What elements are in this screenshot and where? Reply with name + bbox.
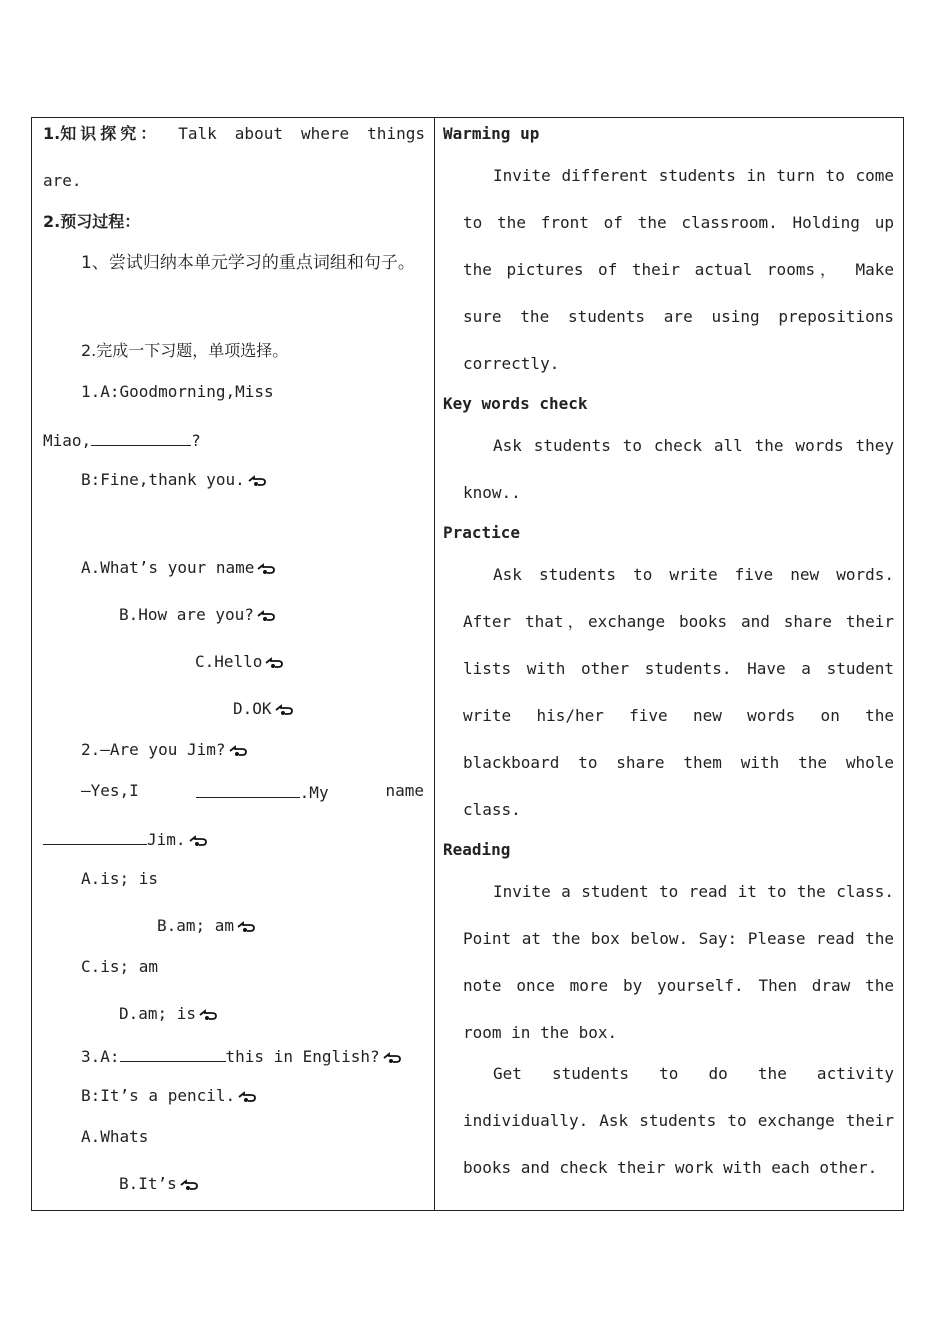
q2-reply: —Yes,I .My name [81, 781, 424, 802]
reading-text: Invite a student to read it to the class. Point at the box below. Say: Please read the note once more by yourself. Then draw the room in the box. [463, 882, 894, 1042]
preview-item-2: 2.完成一下习题，单项选择。 [81, 341, 289, 360]
practice-text: Ask students to write five new words. After that，exchange books and share their lists with other students. Have a student write his/her five new words on the blackboard to share them with the whole class. [463, 565, 894, 819]
q3-option-b[interactable]: B.It’s [119, 1174, 199, 1194]
keywords-text: Ask students to check all the words they know.. [463, 436, 894, 502]
q1-prompt-line2: Miao, ? [43, 431, 201, 450]
preview-title: 2.预习过程： [43, 212, 141, 231]
q2-prompt: 2.—Are you Jim? [81, 740, 248, 760]
q2-reply-line2: Jim. [43, 828, 208, 850]
warmup-title: Warming up [443, 124, 540, 143]
q1-option-b[interactable]: B.How are you? [119, 605, 276, 625]
lesson-table [31, 117, 904, 1211]
return-mark-icon [256, 610, 276, 622]
return-mark-icon [256, 563, 276, 575]
reading-text-2: Get students to do the activity individually. Ask students to exchange their books and check their work with each other. [463, 1064, 894, 1177]
q1-option-d[interactable]: D.OK [233, 699, 294, 719]
knowledge-line-2: are. [43, 171, 82, 190]
q2-blank-2[interactable] [43, 828, 147, 845]
return-mark-icon [247, 475, 267, 487]
q2-blank-1[interactable] [196, 781, 300, 798]
warmup-text: Invite different students in turn to come to the front of the classroom. Holding up the pictures of their actual rooms， Make sure the students are using prepositions correctly. [463, 166, 894, 373]
q1-option-a[interactable]: A.What’s your name [81, 558, 276, 578]
return-mark-icon [274, 704, 294, 716]
q3-reply: B:It’s a pencil. [81, 1086, 257, 1106]
q1-blank[interactable] [91, 429, 191, 446]
return-mark-icon [382, 1052, 402, 1064]
knowledge-line-1: 1.知识探究： Talk about where things [43, 124, 425, 143]
return-mark-icon [264, 657, 284, 669]
q2-option-c[interactable]: C.is; am [81, 957, 159, 976]
practice-title: Practice [443, 523, 521, 542]
return-mark-icon [198, 1009, 218, 1021]
column-divider [434, 118, 435, 1210]
q3-prompt: 3.A: this in English? [81, 1045, 402, 1067]
q2-option-d[interactable]: D.am; is [119, 1004, 218, 1024]
preview-item-1: 1、尝试归纳本单元学习的重点词组和句子。 [81, 253, 415, 273]
q2-option-a[interactable]: A.is; is [81, 869, 159, 888]
knowledge-label: 知识探究： [60, 124, 161, 143]
q1-option-c[interactable]: C.Hello [195, 652, 284, 672]
q1-reply: B:Fine,thank you. [81, 470, 267, 490]
title-number: 1. [43, 124, 61, 143]
reading-title: Reading [443, 840, 511, 859]
q1-prompt: 1.A:Goodmorning,Miss [81, 382, 274, 401]
return-mark-icon [179, 1179, 199, 1191]
q2-option-b[interactable]: B.am; am [157, 916, 256, 936]
return-mark-icon [228, 745, 248, 757]
q3-option-a[interactable]: A.Whats [81, 1127, 149, 1146]
return-mark-icon [237, 1091, 257, 1103]
return-mark-icon [188, 835, 208, 847]
q3-blank[interactable] [120, 1045, 226, 1062]
keywords-title: Key words check [443, 394, 588, 413]
return-mark-icon [236, 921, 256, 933]
